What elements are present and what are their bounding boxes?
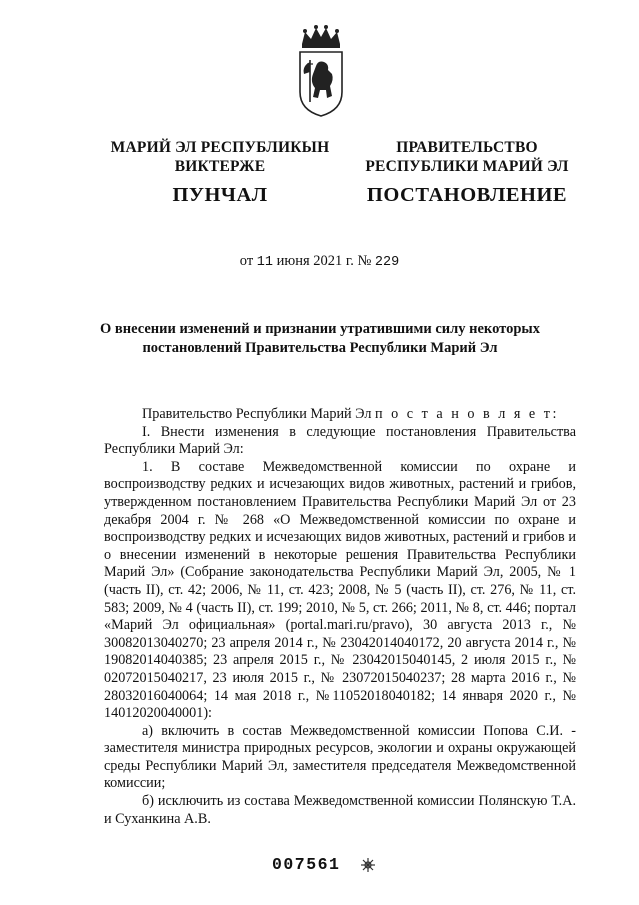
serial-number: 007561 (272, 855, 341, 874)
document-subject: О внесении изменений и признании утратившими силу некоторых постановлений Правительства Республики Марий Эл (100, 321, 540, 356)
header-left (80, 138, 360, 208)
date-month-year: июня 2021 г. № (276, 253, 372, 269)
paragraph-2: 1. В составе Межведомственной комиссии по охране и воспроизводству редких и исчезающих видов животных, растений и грибов, утвержденном постановлением Правительства Республики Марий Эл от 23 декабря 2004 г. № 268 «О Межведомственной комиссии по охране и воспроизводству редких и исчезающих видов животных, растений и грибов и о внесении изменений в некоторые решения Правительства Республики Марий Эл» (Собрание законодательства Республики Марий Эл, 2005, № 1 (часть II), ст. 42; 2006, № 11, ст. 423; 2008, № 5 (часть II), ст. 276, № 11, ст. 583; 2009, № 4 (часть II), ст. 199; 2010, № 5, ст. 266; 2011, № 8, ст. 446; портал «Марий Эл официальная» (portal.mari.ru/pravo), 30 августа 2013 г., № 30082013040270; 23 апреля 2014 г., № 23042014040172, 20 августа 2014 г., № 19082014040385; 23 апреля 2015 г., № 23042015040145, 2 июля 2015 г., № 02072015040217, 23 июля 2015 г., № 23072015040237; 28 марта 2016 г., № 28032016040064; 14 мая 2018 г., №11052018040182; 14 января 2020 г., № 14012020040001): (104, 458, 576, 722)
intro-text: Правительство Республики Марий Эл (142, 406, 372, 422)
header-right-line1: ПРАВИТЕЛЬСТВО (396, 139, 538, 156)
coat-of-arms-icon (296, 22, 346, 118)
header-left-title: ПУНЧАЛ (172, 184, 268, 206)
date-line (0, 252, 639, 272)
intro-paragraph (104, 406, 576, 424)
header-left-line1: МАРИЙ ЭЛ РЕСПУБЛИКЫН (110, 139, 330, 156)
date-day: 11 (256, 255, 273, 270)
document-body (104, 406, 576, 828)
header-left-line2: ВИКТЕРЖЕ (174, 158, 266, 175)
paragraph-1: I. Внести изменения в следующие постановления Правительства Республики Марий Эл: (104, 423, 576, 458)
header-right (332, 138, 602, 208)
header-right-title: ПОСТАНОВЛЕНИЕ (366, 184, 568, 206)
document-number: 229 (374, 255, 400, 270)
paragraph-4: б) исключить из состава Межведомственной комиссии Полянскую Т.А. и Суханкина А.В. (104, 793, 576, 827)
intro-decree-word: п о с т а н о в л я е т: (374, 406, 559, 422)
date-prefix: от (239, 253, 254, 269)
header-right-line2: РЕСПУБЛИКИ МАРИЙ ЭЛ (365, 158, 569, 175)
ornament-icon (360, 857, 376, 873)
paragraph-3: а) включить в состав Межведомственной комиссии Попова С.И. - заместителя министра природных ресурсов, экологии и охраны окружающей среды Республики Марий Эл, заместителя председателя Межведомственной комиссии; (104, 722, 576, 792)
